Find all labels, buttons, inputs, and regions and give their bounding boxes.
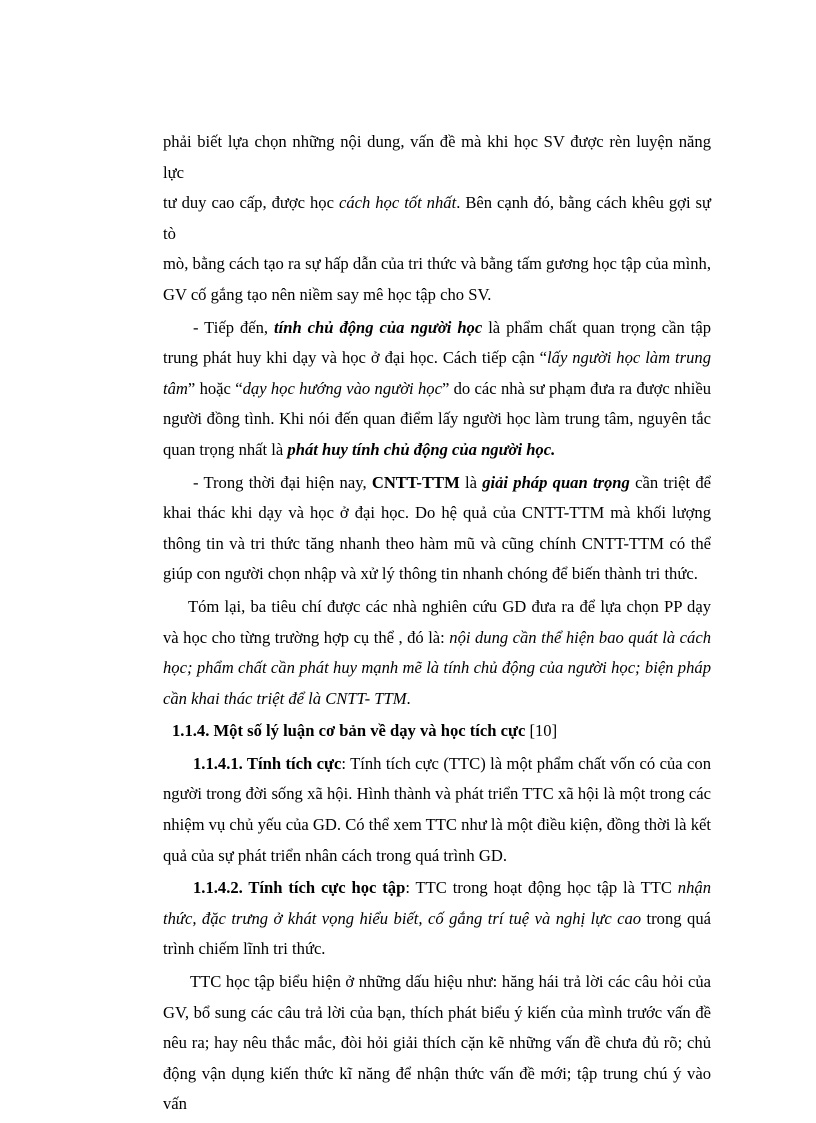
text-line [163,127,711,188]
page-body [163,127,711,1120]
text-run: ” hoặc “ [187,378,243,398]
italic-run: dạy học hướng vào người học [242,378,442,398]
subheading-text: 1.1.4.1. Tính tích cực [193,753,342,773]
paragraph-1-1-4-1 [163,749,711,871]
text-run: - Trong thời đại hiện nay, [193,472,372,492]
bold-italic-run: phát huy tính chủ động của người học. [287,439,556,459]
text-run: phải biết lựa chọn những nội dung, vấn đề mà khi học SV được rèn luyện năng lực [163,132,711,182]
paragraph-intro [163,127,711,311]
text-run: mò, bằng cách tạo ra sự hấp dẫn của tri thức và bằng tấm gương học tập của mình, [163,254,711,274]
text-run: GV cố gắng tạo nên niềm say mê học tập cho SV. [163,284,492,304]
text-run: tư duy cao cấp, được học [163,193,339,213]
text-run: là [459,472,483,492]
italic-run: nhận thức, đặc trưng ở khát vọng hiểu biết, cố gắng trí tuệ và nghị lực cao [163,878,711,928]
section-heading-1-1-4 [163,716,711,747]
text-line [163,280,711,311]
bold-italic-run: tính chủ động của người học [274,317,483,337]
citation-ref: [10] [525,721,558,741]
text-run: ” do các nhà sư phạm đưa ra được nhiều người đồng tình. Khi nói đến quan điểm lấy người học làm trung tâm, nguyên tắc quan trọng nhất là [163,378,711,459]
text-run: Tóm lại, ba tiêu chí được các nhà nghiên cứu GD đưa ra để lựa chọn PP dạy và học cho từng trường hợp cụ thể , đó là: [163,596,711,647]
text-run: cần triệt để khai thác khi dạy và học ở đại học. Do hệ quả của CNTT-TTM mà khối lượng thông tin và tri thức tăng nhanh theo hàm mũ và cũng chính CNTT-TTM có thể giúp con người chọn nhập và xử lý thông tin nhanh chóng để biến thành tri thức. [163,472,711,584]
subheading-text: 1.1.4.2. Tính tích cực học tập [193,878,406,898]
bold-italic-run: giải pháp quan trọng [482,472,630,492]
text-run: : TTC trong hoạt động học tập là TTC [405,878,678,898]
paragraph-1-1-4-2 [163,873,711,965]
text-run: : Tính tích cực (TTC) là một phẩm chất vốn có của con người trong đời sống xã hội. Hình thành và phát triển TTC xã hội là một trong các nhiệm vụ chủ yếu của GD. Có thể xem TTC như là một điều kiện, đồng thời là kết quả của sự phát triển nhân cách trong quá trình GD. [163,753,712,865]
paragraph-summary [163,592,711,714]
text-run: . Bên cạnh đó, bằng cách khêu gợi sự tò [163,193,711,243]
paragraph-learning-activeness-signs: TTC học tập biểu hiện ở những dấu hiệu như: hăng hái trả lời các câu hỏi của GV, bổ sung các câu trả lời của bạn, thích phát biểu ý kiến của mình trước vấn đề nêu ra; hay nêu thắc mắc, đòi hỏi giải thích cặn kẽ những vấn đề chưa đủ rõ; chủ động vận dụng kiến thức kĩ năng để nhận thức vấn đề mới; tập trung chú ý vào vấn [163,972,711,1114]
italic-run: cách học tốt nhất [338,193,457,213]
paragraph-ict [163,468,711,590]
italic-run: nội dung cần thể hiện bao quát là cách học; phẩm chất cần phát huy mạnh mẽ là tính chủ động của người học; biện pháp cần khai thác triệt để là CNTT- TTM [163,627,711,708]
heading-text: 1.1.4. Một số lý luận cơ bản về dạy và học tích cực [172,721,526,741]
text-run: - Tiếp đến, [193,317,275,337]
italic-run: lấy người học làm trung tâm [163,348,711,398]
text-line [163,188,711,249]
paragraph-learner-initiative [163,313,711,466]
text-run: . [406,688,411,708]
text-line [163,249,711,280]
text-run: trong quá trình chiếm lĩnh tri thức. [163,908,711,959]
text-run: là phẩm chất quan trọng cần tập trung phát huy khi dạy và học ở đại học. Cách tiếp cận “ [163,317,712,368]
bold-run: CNTT-TTM [371,472,460,492]
